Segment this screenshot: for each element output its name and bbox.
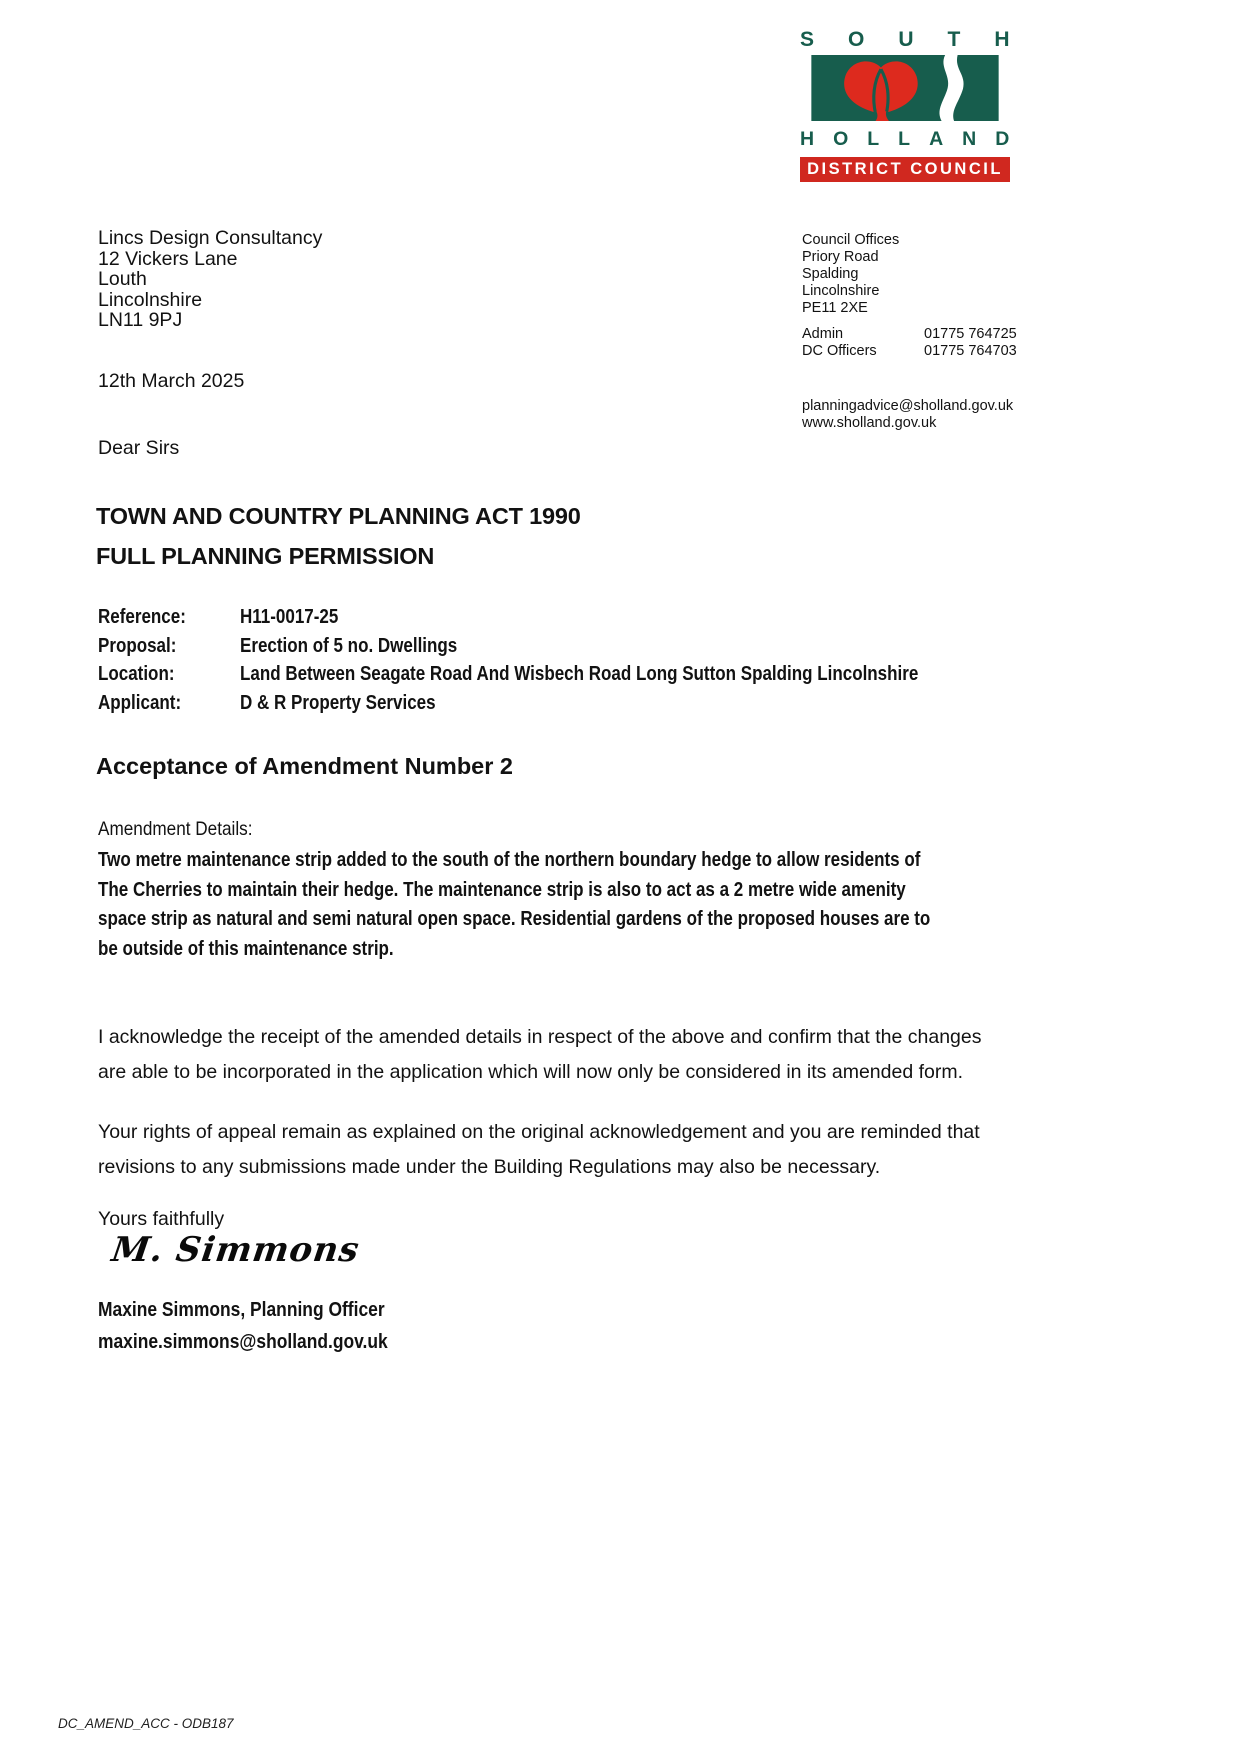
- recipient-line: Lincs Design Consultancy: [98, 227, 323, 249]
- row-label: Applicant:: [98, 691, 182, 714]
- recipient-line: 12 Vickers Lane: [98, 247, 238, 270]
- amendment-details-text: Two metre maintenance strip added to the south of the northern boundary hedge to allow residents of The Cherries to maintain their hedge. The maintenance strip is also to act as a 2 metre wide amenity space strip as natural and semi natural open space. Residential gardens of the proposed houses are to be outside of this maintenance strip.: [98, 849, 931, 960]
- signatory-name: Maxine Simmons, Planning Officer: [98, 1298, 385, 1321]
- closing: Yours faithfully: [98, 1208, 225, 1230]
- row-value: Erection of 5 no. Dwellings: [240, 634, 458, 657]
- signatory-email: maxine.simmons@sholland.gov.uk: [98, 1330, 388, 1353]
- council-address-line: Spalding: [802, 266, 859, 282]
- council-contact-web: [802, 398, 1013, 432]
- phone-label: DC Officers: [802, 343, 877, 359]
- row-value: Land Between Seagate Road And Wisbech Road Long Sutton Spalding Lincolnshire: [240, 663, 919, 685]
- row-label: Proposal:: [98, 634, 177, 657]
- logo-south-word: SOUTH: [800, 28, 1044, 51]
- recipient-line: LN11 9PJ: [98, 309, 183, 331]
- recipient-line: Louth: [98, 268, 147, 290]
- row-label: Reference:: [98, 606, 186, 628]
- logo-holland-word: HOLLAND: [800, 128, 1029, 150]
- recipient-line: Lincolnshire: [98, 288, 203, 311]
- body-paragraph: Your rights of appeal remain as explained on the original acknowledgement and you are reminded that revisions to any submissions made under the Building Regulations may also be necessary.: [98, 1121, 980, 1178]
- council-phone-list: [802, 326, 1062, 360]
- salutation: Dear Sirs: [98, 437, 180, 459]
- council-address: [802, 232, 899, 317]
- reference-row: [98, 632, 1038, 661]
- reference-table: [98, 603, 1038, 717]
- phone-label: Admin: [802, 326, 844, 342]
- permission-title: FULL PLANNING PERMISSION: [96, 543, 435, 569]
- phone-number: 01775 764703: [924, 343, 1017, 359]
- phone-number: 01775 764725: [924, 326, 1017, 342]
- row-value: D & R Property Services: [240, 691, 436, 714]
- signature-script: M. Simmons: [109, 1230, 363, 1270]
- council-email: planningadvice@sholland.gov.uk: [802, 398, 1014, 414]
- council-address-line: Priory Road: [802, 249, 879, 265]
- phone-row: [802, 326, 1062, 343]
- letterhead-logo: [800, 28, 1044, 182]
- council-website: www.sholland.gov.uk: [802, 415, 937, 431]
- footer-document-code: DC_AMEND_ACC - ODB187: [58, 1716, 234, 1731]
- letter-date: 12th March 2025: [98, 370, 245, 392]
- body-paragraph: I acknowledge the receipt of the amended details in respect of the above and confirm that the changes are able to be incorporated in the application which will now only be considered in its amended form.: [98, 1026, 982, 1083]
- phone-row: [802, 343, 1062, 360]
- tulip-logo-icon: [800, 55, 1010, 121]
- row-label: Location:: [98, 663, 175, 685]
- recipient-address: [98, 228, 322, 331]
- logo-district-council-banner: DISTRICT COUNCIL: [800, 157, 1010, 182]
- council-address-line: Lincolnshire: [802, 283, 880, 299]
- amendment-details-label: Amendment Details:: [98, 818, 253, 840]
- reference-row: [98, 689, 1038, 718]
- council-address-line: Council Offices: [802, 232, 900, 248]
- section-heading: Acceptance of Amendment Number 2: [96, 753, 513, 779]
- reference-row: [98, 603, 1038, 632]
- row-value: H11-0017-25: [240, 606, 339, 628]
- act-title: TOWN AND COUNTRY PLANNING ACT 1990: [96, 503, 581, 529]
- council-address-line: PE11 2XE: [802, 300, 868, 316]
- reference-row: [98, 660, 1038, 689]
